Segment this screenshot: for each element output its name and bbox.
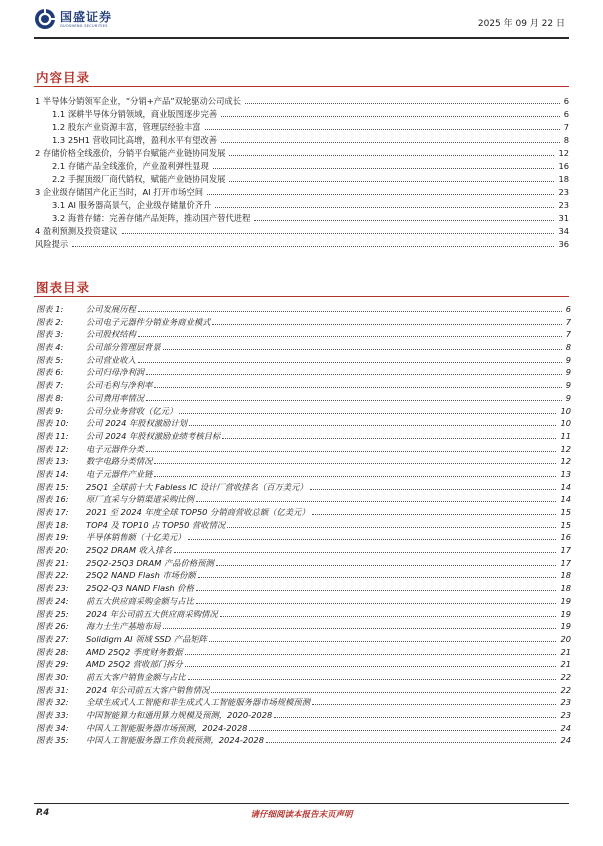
figure-entry-label: 2021 至 2024 年度全球 TOP50 分销商营收总额（亿美元） [86, 507, 310, 517]
company-logo [34, 8, 112, 30]
figure-entry-label: 2024 年公司前五大客户销售情况 [86, 684, 210, 695]
figure-entry-number: 图表 30: [36, 671, 69, 682]
toc-entry-label: 1.1 深耕半导体分销领域，商业版图逐步完善 [52, 109, 218, 119]
dot-leader [205, 129, 560, 130]
figures-list [34, 303, 571, 747]
figure-entry-number: 图表 29: [36, 659, 69, 670]
toc-entry-page: 23 [558, 200, 569, 210]
dot-leader [229, 155, 554, 156]
toc-entry-label: 风险提示 [35, 239, 69, 249]
figure-entry-page: 19 [560, 608, 571, 619]
figure-entry[interactable] [34, 696, 571, 709]
figure-entry[interactable] [34, 366, 571, 379]
figure-entry-label: 公司电子元器件分销业务商业模式 [86, 316, 211, 327]
figure-entry[interactable] [34, 354, 571, 367]
figure-entry-label: 前五大供应商采购金额与占比 [86, 595, 194, 606]
toc-entry[interactable] [34, 212, 569, 225]
figure-entry-label: 公司 2024 年股权激励业绩考核目标 [86, 430, 221, 441]
toc-entry-label: 3 企业级存储国产化正当时，AI 打开市场空间 [35, 187, 204, 197]
figure-entry-label: AMD 25Q2 季度财务数据 [86, 646, 183, 657]
toc-entry[interactable] [34, 225, 569, 238]
figure-entry-label: 数字电路分类情况 [86, 456, 153, 467]
dot-leader [274, 717, 556, 718]
figure-entry-number: 图表 32: [36, 697, 69, 708]
figure-entry-number: 图表 24: [36, 595, 69, 606]
dot-leader [212, 324, 561, 325]
dot-leader [146, 400, 562, 401]
figure-entry-page: 6 [565, 304, 571, 314]
figure-entry[interactable] [34, 684, 571, 697]
figure-entry-number: 图表 31: [36, 684, 69, 695]
figure-entry[interactable] [34, 671, 571, 684]
figure-entry-page: 14 [560, 494, 571, 505]
figure-entry[interactable] [34, 658, 571, 671]
figure-entry-label: 公司部分管理层背景 [86, 342, 161, 353]
dot-leader [196, 501, 557, 502]
toc-entry-page: 7 [563, 122, 569, 132]
figure-entry[interactable] [34, 646, 571, 659]
figure-entry-page: 21 [560, 646, 571, 657]
figure-entry[interactable] [34, 392, 571, 405]
toc-entry-page: 36 [558, 239, 569, 249]
figure-entry-page: 22 [560, 671, 571, 682]
figure-entry-number: 图表 2: [36, 316, 64, 327]
figure-entry-number: 图表 5: [36, 354, 64, 365]
figure-entry-number: 图表 28: [36, 646, 69, 657]
toc-entry-label: 3.2 海普存储：完善存储产品矩阵，推动国产替代进程 [52, 213, 251, 223]
figure-entry-label: 电子元器件产业链 [86, 468, 153, 479]
figure-entry-number: 图表 17: [36, 507, 69, 517]
figure-entry-label: TOP4 及 TOP10 占 TOP50 营收情况 [86, 519, 226, 530]
page-number: P.4 [36, 808, 50, 818]
figure-entry-number: 图表 10: [36, 418, 69, 429]
figure-entry-number: 图表 7: [36, 380, 64, 391]
figure-entry-label: 公司营业收入 [86, 354, 136, 365]
toc-entry-page: 6 [563, 96, 569, 106]
dot-leader [185, 654, 557, 655]
dot-leader [188, 679, 557, 680]
figure-entry-page: 23 [560, 710, 571, 720]
figure-entry[interactable] [34, 608, 571, 621]
toc-entry-label: 2.2 手握顶级厂商代销权，赋能产业链协同发展 [52, 174, 226, 184]
dot-leader [312, 704, 556, 705]
dot-leader [229, 181, 554, 182]
toc-entry-label: 1 半导体分销领军企业，“分销+产品”双轮驱动公司成长 [35, 96, 241, 106]
dot-leader [185, 666, 557, 667]
dot-leader [312, 514, 557, 515]
figure-entry-page: 9 [565, 354, 571, 365]
figure-entry-number: 图表 34: [36, 722, 69, 733]
toc-entry-page: 8 [563, 135, 569, 145]
figure-entry[interactable] [34, 544, 571, 557]
figure-entry-page: 16 [560, 532, 571, 543]
dot-leader [154, 476, 556, 477]
figure-entry-label: 中国人工智能服务器市场预测，2024-2028 [86, 722, 248, 733]
figure-entry[interactable] [34, 595, 571, 608]
figure-entry-page: 21 [560, 659, 571, 670]
dot-leader [254, 220, 554, 221]
figure-entry-label: 海力士生产基地布局 [86, 621, 161, 632]
figure-entry-page: 9 [565, 380, 571, 391]
dot-leader [196, 603, 557, 604]
toc-entry[interactable] [34, 186, 569, 199]
figure-entry-page: 20 [560, 633, 571, 644]
figure-entry-page: 23 [560, 697, 571, 708]
figure-entry-label: 公司分业务营收（亿元） [86, 405, 178, 416]
figure-entry-page: 19 [560, 621, 571, 632]
dot-leader [138, 336, 562, 337]
figure-entry-number: 图表 16: [36, 494, 69, 505]
figure-entry-page: 19 [560, 595, 571, 606]
figure-entry[interactable] [34, 493, 571, 506]
figure-entry-label: AMD 25Q2 营收部门拆分 [86, 659, 183, 670]
figure-entry-number: 图表 9: [36, 405, 64, 416]
figure-entry-number: 图表 18: [36, 519, 69, 530]
figure-entry[interactable] [34, 405, 571, 418]
figure-entry-label: Solidigm AI 领域 SSD 产品矩阵 [86, 633, 207, 644]
figure-entry-label: 25Q2 NAND Flash 市场份额 [86, 570, 196, 581]
dot-leader [188, 539, 557, 540]
figure-entry-number: 图表 26: [36, 621, 69, 632]
dot-leader [213, 168, 555, 169]
figure-entry-label: 25Q2-25Q3 DRAM 产品价格预测 [86, 557, 214, 568]
figure-entry[interactable] [34, 341, 571, 354]
figure-entry-number: 图表 12: [36, 443, 69, 454]
dot-leader [179, 413, 556, 414]
dot-leader [249, 730, 556, 731]
toc-entry[interactable] [34, 160, 569, 173]
figure-entry-number: 图表 4: [36, 342, 64, 353]
figure-entry[interactable] [34, 430, 571, 443]
toc-entry[interactable] [34, 134, 569, 147]
figure-entry[interactable] [34, 379, 571, 392]
figure-entry[interactable] [34, 531, 571, 544]
figure-entry-label: 25Q2 DRAM 收入排名 [86, 545, 172, 556]
toc-entry-label: 4 盈利预测及投资建议 [35, 226, 118, 236]
figure-entry-label: 2024 年公司前五大供应商采购情况 [86, 608, 218, 619]
figure-entry[interactable] [34, 303, 571, 316]
figure-entry-page: 12 [560, 443, 571, 454]
figure-entry[interactable] [34, 443, 571, 456]
disclaimer-note: 请仔细阅读本报告末页声明 [250, 810, 353, 820]
toc-entry-label: 1.2 股东产业资源丰富，管理层经验丰富 [52, 122, 201, 132]
dot-leader [245, 103, 560, 104]
figure-entry-label: 前五大客户销售金额与占比 [86, 671, 186, 682]
figure-entry-page: 17 [560, 545, 571, 556]
dot-leader [266, 742, 556, 743]
figure-entry-page: 24 [560, 722, 571, 733]
figure-entry-number: 图表 35: [36, 735, 69, 746]
dot-leader [189, 425, 556, 426]
dot-leader [211, 692, 556, 693]
figure-entry-label: 公司发展历程 [86, 304, 136, 314]
figure-entry[interactable] [34, 455, 571, 468]
toc-entry[interactable] [34, 108, 569, 121]
toc-entry-page: 12 [558, 148, 569, 158]
figure-entry-number: 图表 20: [36, 545, 69, 556]
toc-entry-page: 6 [563, 109, 569, 119]
dot-leader [72, 246, 554, 247]
figure-entry-page: 14 [560, 481, 571, 492]
dot-leader [146, 374, 562, 375]
dot-leader [138, 311, 562, 312]
figure-entry-label: 公司毛利与净利率 [86, 380, 153, 391]
figure-entry-page: 24 [560, 735, 571, 746]
figure-entry[interactable] [34, 468, 571, 481]
toc-entry-page: 34 [558, 226, 569, 236]
figure-entry[interactable] [34, 519, 571, 532]
dot-leader [221, 142, 560, 143]
figure-entry-number: 图表 19: [36, 532, 69, 543]
figure-entry-page: 11 [560, 430, 571, 441]
figure-entry-number: 图表 22: [36, 570, 69, 581]
figure-entry-number: 图表 25: [36, 608, 69, 619]
toc-entry[interactable] [34, 199, 569, 212]
figure-entry[interactable] [34, 620, 571, 633]
toc-entry-label: 3.1 AI 服务器高景气，企业级存储量价齐升 [52, 200, 212, 210]
figure-entry-page: 9 [565, 392, 571, 403]
figures-title: 图表目录 [36, 280, 91, 295]
figure-entry[interactable] [34, 709, 571, 722]
toc-entry-page: 23 [558, 187, 569, 197]
dot-leader [138, 362, 562, 363]
figure-entry[interactable] [34, 633, 571, 646]
figure-entry[interactable] [34, 569, 571, 582]
dot-leader [174, 552, 557, 553]
toc-entry-page: 16 [558, 161, 569, 171]
figure-entry-page: 7 [565, 316, 571, 327]
figure-entry-label: 原厂直采与分销渠道采购比例 [86, 494, 194, 505]
dot-leader [146, 451, 556, 452]
footer-divider [34, 803, 569, 804]
dot-leader [196, 590, 557, 591]
figure-entry-label: 25Q1 全球前十大 Fabless IC 设计厂营收排名（百万美元） [86, 481, 308, 492]
figure-entry-page: 12 [560, 456, 571, 467]
figure-entry-label: 公司归母净利润 [86, 367, 145, 378]
dot-leader [222, 438, 556, 439]
figure-entry-number: 图表 3: [36, 329, 64, 340]
figure-entry[interactable] [34, 328, 571, 341]
figure-entry[interactable] [34, 506, 571, 519]
toc-entry-label: 1.3 25H1 营收同比高增，盈利水平有望改善 [52, 135, 217, 145]
dot-leader [209, 641, 556, 642]
figure-entry-page: 7 [565, 329, 571, 340]
figure-entry-page: 22 [560, 684, 571, 695]
figure-entry-page: 18 [560, 570, 571, 581]
toc-title-divider [34, 86, 569, 87]
toc-entry[interactable] [34, 121, 569, 134]
figure-entry-page: 10 [560, 418, 571, 429]
dot-leader [163, 628, 557, 629]
dot-leader [310, 489, 557, 490]
toc-entry[interactable] [34, 147, 569, 160]
figure-entry[interactable] [34, 481, 571, 494]
report-date: 2025 年 09 月 22 日 [477, 19, 565, 29]
toc-entry[interactable] [34, 95, 569, 108]
dot-leader [122, 233, 555, 234]
logo-text-cn: 国盛证券 [60, 9, 113, 24]
dot-leader [216, 565, 557, 566]
figure-entry-number: 图表 8: [36, 392, 64, 403]
figure-entry-page: 9 [565, 367, 571, 378]
figure-entry-number: 图表 33: [36, 710, 69, 720]
dot-leader [207, 194, 554, 195]
figure-entry[interactable] [34, 582, 571, 595]
toc-list [34, 95, 569, 251]
figure-entry-number: 图表 27: [36, 633, 69, 644]
toc-title: 内容目录 [36, 70, 91, 85]
figures-title-divider [34, 296, 569, 297]
dot-leader [163, 349, 562, 350]
figure-entry-label: 半导体销售额（十亿美元） [86, 532, 186, 543]
figure-entry[interactable] [34, 417, 571, 430]
figure-entry-number: 图表 1: [36, 304, 64, 314]
figure-entry-page: 15 [560, 519, 571, 530]
figure-entry-label: 全球生成式人工智能和非生成式人工智能服务器市场规模预测 [86, 697, 311, 708]
toc-entry[interactable] [34, 238, 569, 251]
figure-entry-label: 电子元器件分类 [86, 443, 145, 454]
figure-entry-number: 图表 14: [36, 468, 69, 479]
figure-entry[interactable] [34, 316, 571, 329]
figure-entry-page: 10 [560, 405, 571, 416]
dot-leader [215, 207, 554, 208]
figure-entry[interactable] [34, 557, 571, 570]
figure-entry-label: 公司股权结构 [86, 329, 136, 340]
figure-entry-number: 图表 11: [36, 430, 69, 441]
toc-entry-label: 2.1 存储产品全线涨价，产业盈利弹性显现 [52, 161, 209, 171]
header-divider [34, 37, 569, 39]
dot-leader [198, 577, 557, 578]
toc-entry-page: 31 [558, 213, 569, 223]
figure-entry-number: 图表 21: [36, 557, 69, 568]
figure-entry-label: 中国人工智能服务器工作负载预测，2024-2028 [86, 735, 264, 746]
logo-text-en: GUOSHENG SECURITIES [60, 23, 108, 28]
toc-entry-label: 2 存储价格全线涨价，分销平台赋能产业链协同发展 [35, 148, 226, 158]
figure-entry-number: 图表 23: [36, 583, 69, 594]
figure-entry-number: 图表 15: [36, 481, 69, 492]
figure-entry-page: 8 [565, 342, 571, 353]
figure-entry-label: 公司费用率情况 [86, 392, 145, 403]
toc-entry-page: 18 [558, 174, 569, 184]
dot-leader [220, 616, 557, 617]
figure-entry-number: 图表 13: [36, 456, 69, 467]
figure-entry-label: 25Q2-Q3 NAND Flash 价格 [86, 583, 194, 594]
figure-entry-page: 15 [560, 507, 571, 517]
figure-entry-page: 13 [560, 468, 571, 479]
dot-leader [154, 463, 556, 464]
figure-entry-label: 公司 2024 年股权激励计划 [86, 418, 188, 429]
logo-icon [34, 8, 56, 30]
toc-entry[interactable] [34, 173, 569, 186]
figure-entry-page: 17 [560, 557, 571, 568]
dot-leader [227, 527, 556, 528]
dot-leader [221, 116, 560, 117]
page-header [0, 0, 603, 42]
figure-entry-label: 中国智能算力和通用算力规模及预测，2020-2028 [86, 710, 273, 720]
dot-leader [154, 387, 561, 388]
figure-entry-page: 18 [560, 583, 571, 594]
figure-entry[interactable] [34, 722, 571, 735]
figure-entry[interactable] [34, 734, 571, 747]
figure-entry-number: 图表 6: [36, 367, 64, 378]
